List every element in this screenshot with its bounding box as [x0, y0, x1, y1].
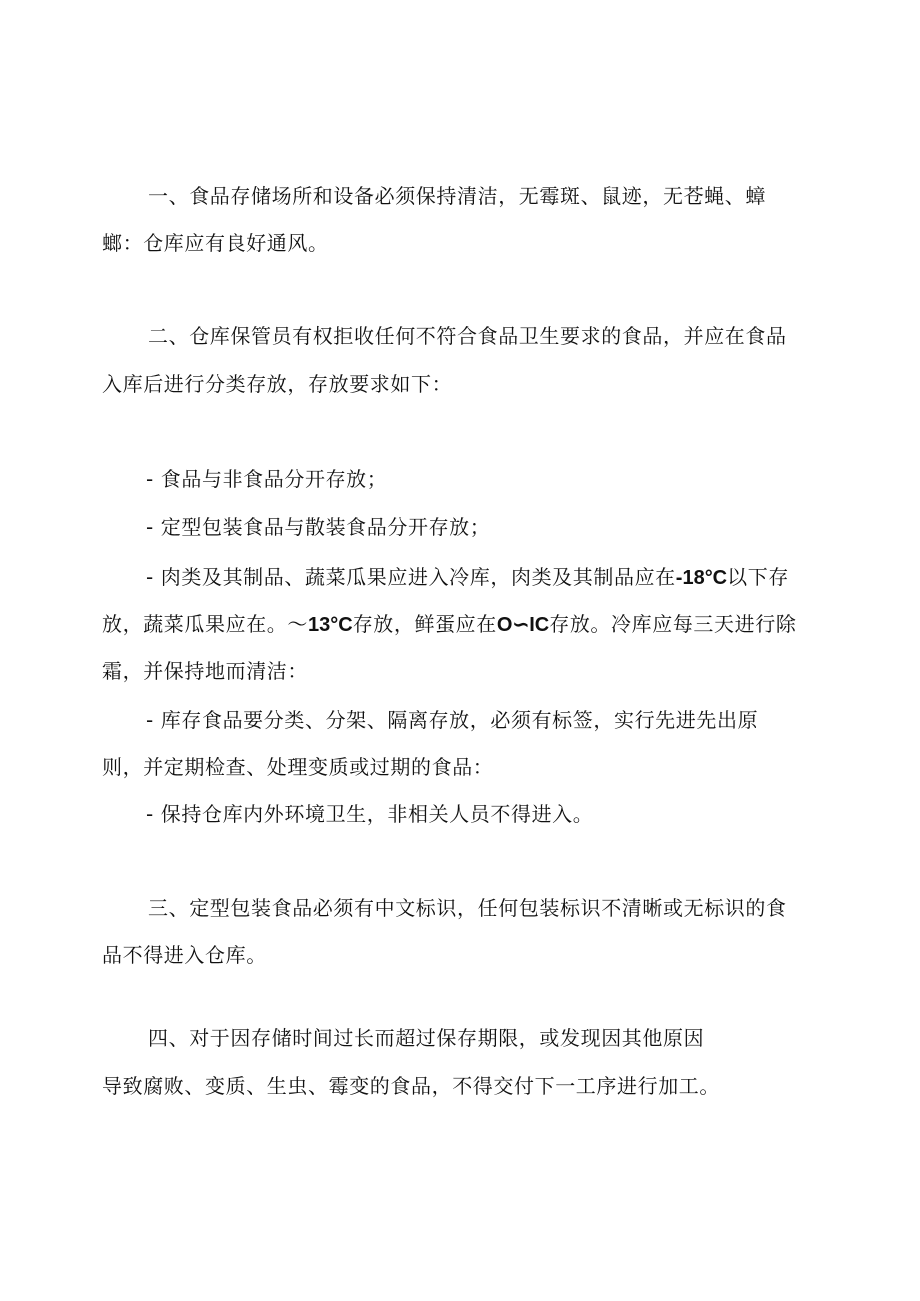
- item-1: - 食品与非食品分开存放；: [146, 467, 388, 491]
- section-1-line-2: 螂：仓库应有良好通风。: [102, 231, 329, 255]
- item-3-text-b-head: 放，蔬菜瓜果应在。～: [102, 612, 308, 636]
- item-3-text-b-mid: 存放，鲜蛋应在: [352, 612, 497, 636]
- item-3-temp-meat: -18°C: [675, 567, 728, 589]
- item-3-temp-veg: 13°C: [308, 614, 353, 636]
- item-4-line-2: 则，并定期检查、处理变质或过期的食品：: [102, 755, 494, 779]
- item-2: - 定型包装食品与散装食品分开存放；: [146, 515, 491, 539]
- section-3-line-1: 三、定型包装食品必须有中文标识，任何包装标识不清晰或无标识的食: [148, 896, 787, 920]
- item-4-line-1: - 库存食品要分类、分架、隔离存放，必须有标签，实行先进先出原: [146, 708, 759, 732]
- section-3-line-2: 品不得进入仓库。: [102, 943, 267, 967]
- section-2-line-1: 二、仓库保管员有权拒收任何不符合食品卫生要求的食品，并应在食品: [148, 324, 787, 348]
- section-2-line-2: 入库后进行分类存放，存放要求如下：: [102, 372, 453, 396]
- item-3-temp-egg: O∽IC: [496, 614, 550, 636]
- section-1-line-1: 一、食品存储场所和设备必须保持清洁，无霉斑、鼠迹，无苍蝇、蟑: [148, 184, 766, 208]
- item-3-line-1: [146, 563, 789, 592]
- item-5: - 保持仓库内外环境卫生，非相关人员不得进入。: [146, 802, 594, 826]
- section-4-line-2: 导致腐败、变质、生虫、霉变的食品，不得交付下一工序进行加工。: [102, 1074, 720, 1098]
- section-4-line-1: 四、对于因存储时间过长而超过保存期限，或发现因其他原因: [148, 1026, 705, 1050]
- item-3-text-b-tail: 存放。冷库应每三天进行除: [549, 612, 797, 636]
- item-3-line-3: 霜，并保持地而清洁：: [102, 659, 308, 683]
- item-3-text-a: - 肉类及其制品、蔬菜瓜果应进入冷库，肉类及其制品应在: [146, 565, 676, 589]
- item-3-text-a-tail: 以下存: [727, 565, 789, 589]
- item-3-line-2: [102, 610, 796, 639]
